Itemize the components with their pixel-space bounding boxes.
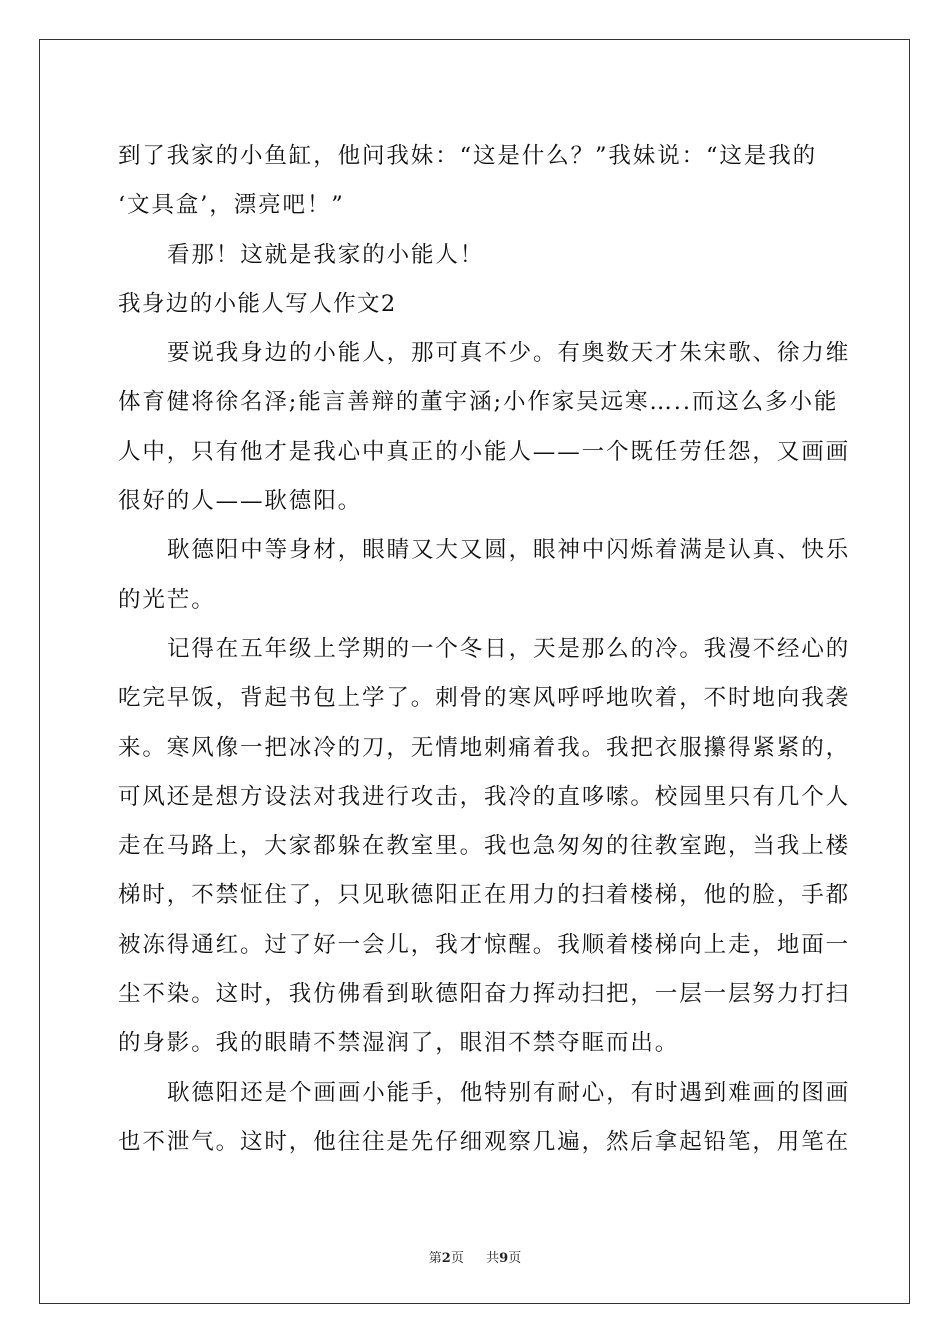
text-line: 体育健将徐名泽;能言善辩的董宇涵;小作家吴远寒…..而这么多小能: [118, 389, 839, 416]
paragraph-line: 要说我身边的小能人，那可真不少。有奥数天才朱宋歌、徐力维: [167, 340, 851, 367]
text-line: ‘文具盒’，漂亮吧！”: [118, 192, 345, 219]
text-line: 来。寒风像一把冰冷的刀，无情地刺痛着我。我把衣服攥得紧紧的，: [118, 734, 851, 761]
paragraph-line: 看那！这就是我家的小能人！: [167, 241, 485, 268]
total-prefix: 共: [486, 1251, 500, 1266]
paragraph-line: 耿德阳中等身材，眼睛又大又圆，眼神中闪烁着满是认真、快乐: [167, 537, 851, 564]
text-line: 的身影。我的眼睛不禁湿润了，眼泪不禁夺眶而出。: [118, 1030, 680, 1057]
paragraph-line: 耿德阳还是个画画小能手，他特别有耐心，有时遇到难画的图画: [167, 1079, 851, 1106]
text-line: 很好的人——耿德阳。: [118, 488, 363, 515]
page-indicator: [429, 1247, 464, 1266]
text-line: 到了我家的小鱼缸，他问我妹：“这是什么？”我妹说：“这是我的: [118, 143, 818, 169]
document-body: [118, 132, 851, 1167]
text-line: 人中，只有他才是我心中真正的小能人——一个既任劳任怨，又画画: [118, 438, 851, 465]
total-suffix: 页: [508, 1251, 522, 1266]
text-line: 梯时，不禁怔住了，只见耿德阳正在用力的扫着楼梯，他的脸，手都: [118, 882, 851, 909]
paragraph-line: 记得在五年级上学期的一个冬日，天是那么的冷。我漫不经心的: [167, 635, 851, 662]
text-line: 也不泄气。这时，他往往是先仔细观察几遍，然后拿起铅笔，用笔在: [118, 1128, 851, 1155]
text-line: 的光芒。: [118, 586, 216, 613]
total-pages-indicator: [486, 1247, 521, 1266]
section-heading: 我身边的小能人写人作文2: [118, 290, 397, 317]
page-prefix: 第: [428, 1251, 442, 1266]
text-line: 吃完早饭，背起书包上学了。刺骨的寒风呼呼地吹着，不时地向我袭: [118, 685, 851, 712]
text-line: 走在马路上，大家都躲在教室里。我也急匆匆的往教室跑，当我上楼: [118, 833, 851, 860]
page-footer: [0, 1247, 950, 1266]
page-number: 2: [441, 1251, 451, 1266]
text-line: 尘不染。这时，我仿佛看到耿德阳奋力挥动扫把，一层一层努力打扫: [118, 981, 851, 1008]
text-line: 可风还是想方设法对我进行攻击，我冷的直哆嗦。校园里只有几个人: [118, 783, 851, 810]
page-suffix: 页: [450, 1251, 464, 1266]
text-line: 被冻得通红。过了好一会儿，我才惊醒。我顺着楼梯向上走，地面一: [118, 931, 851, 958]
total-pages: 9: [499, 1251, 509, 1266]
